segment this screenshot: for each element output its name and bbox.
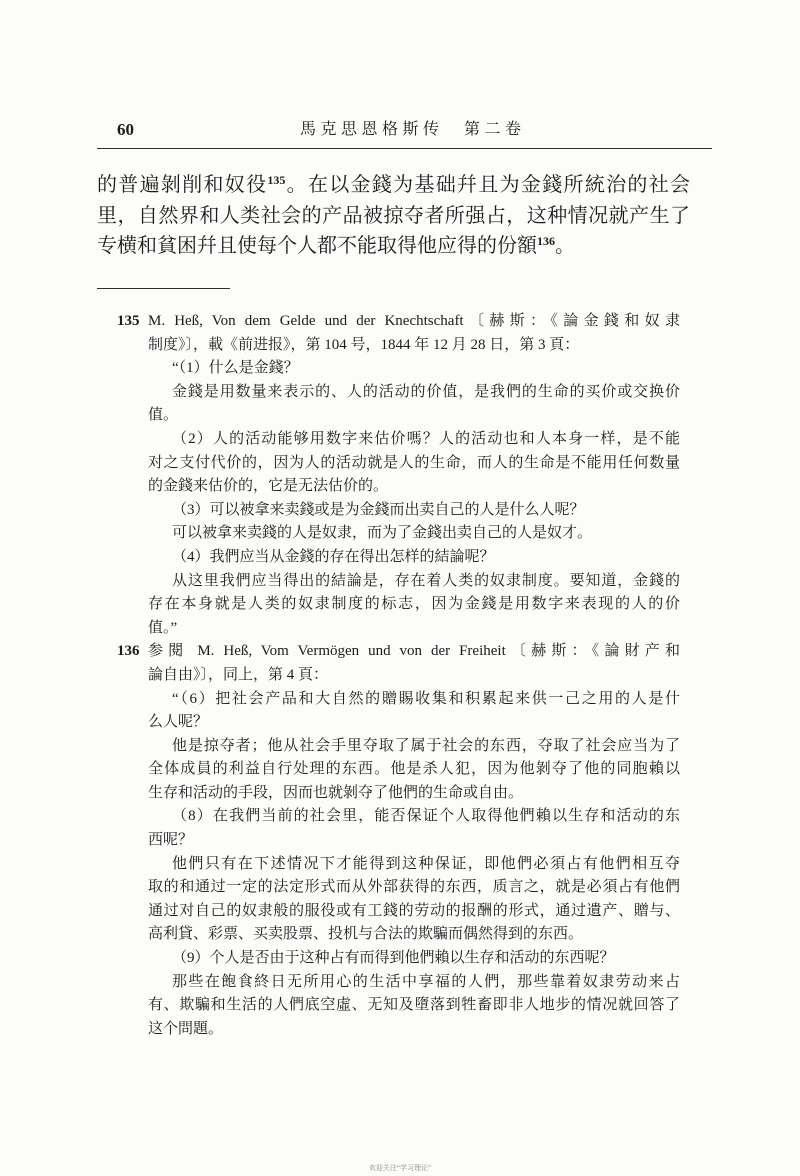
footnote-quote-paragraph: [148, 971, 680, 1042]
footnote-quote-paragraph: [148, 947, 680, 971]
footnote-quote-paragraph: [148, 428, 680, 499]
footnote-citation-line: 制度》〕，載《前进报》，第 104 号，1844 年 12 月 28 日，第 3 頁：: [148, 336, 580, 353]
footnote-line: 可以被拿来卖錢的人是奴隶，而为了金錢出卖自己的人是奴才。: [172, 525, 593, 542]
footnote-line: 高利貸、彩票、买卖股票、投机与合法的欺騙而偶然得到的东西。: [148, 926, 584, 943]
footnote-line: “（1）什么是金錢？: [172, 360, 299, 377]
footnote-quote-paragraph: [148, 853, 680, 947]
main-text-line: [97, 231, 690, 262]
footnote-line: 他是掠夺者；他从社会手里夺取了属于社会的东西，夺取了社会应当为了: [172, 737, 680, 754]
footnote-line: 有、欺騙和生活的人們底空虛、无知及墮落到牲畜即非人地步的情况就回答了: [148, 997, 680, 1014]
footnote-line: （4）我們应当从金錢的存在得出怎样的結論呢？: [172, 548, 495, 565]
footnote-quote-paragraph: [148, 546, 680, 570]
footnote-line: 金錢是用数量来表示的、人的活动的价值，是我們的生命的买价或交换价: [172, 383, 680, 400]
footnote-citation-line: 論自由》〕，同上，第 4 頁：: [148, 666, 329, 683]
main-text-segment: 专横和貧困幷且使每个人都不能取得他应得的份額: [97, 235, 537, 257]
footnote-quote-paragraph: [148, 688, 680, 735]
footnote-line: （3）可以被拿来卖錢或是为金錢而出卖自己的人是什么人呢？: [172, 501, 585, 518]
header-rule: [97, 148, 712, 149]
watermark: 欢迎关注“学习理论”: [368, 1164, 432, 1172]
footnote-line: 的金錢来估价的，它是无法估价的。: [148, 478, 389, 495]
footnote-line: 全体成員的利益自行处理的东西。他是杀人犯，因为他剝夺了他的同胞賴以: [148, 761, 680, 778]
running-title: 馬克思恩格斯传 第二卷: [300, 121, 526, 138]
footnote-quote-paragraph: [148, 499, 680, 523]
footnotes: [117, 310, 680, 1041]
footnote: [117, 310, 680, 640]
footnote-line: 值。: [148, 407, 179, 424]
footnote-line: （8）在我們当前的社会里，能否保证个人取得他們賴以生存和活动的东: [172, 808, 680, 825]
main-text-segment: 的普遍剝削和奴役: [97, 174, 268, 196]
footnote-quote-paragraph: [148, 357, 680, 381]
footnote-line: 从这里我們应当得出的結論是，存在着人类的奴隶制度。要知道，金錢的: [172, 572, 680, 589]
footnote-quote-paragraph: [148, 522, 680, 546]
page-number: 60: [117, 120, 134, 139]
footnote-citation-line: 参閱 M. Heß, Vom Vermögen und von der Freiheit〔赫斯：《論財产和: [148, 643, 680, 660]
footnote-quote-paragraph: [148, 381, 680, 428]
footnote-number: 135: [117, 313, 140, 329]
footnote-line: 值。”: [148, 619, 178, 636]
footnote-line: （2）人的活动能够用数字来估价嗎？人的活动也和人本身一样，是不能: [172, 430, 680, 447]
footnote-line: （9）个人是否由于这种占有而得到他們賴以生存和活动的东西呢？: [172, 950, 615, 967]
footnote-line: 么人呢？: [148, 714, 209, 731]
footnote-citation-line: M. Heß, Von dem Gelde und der Knechtschaft〔赫斯：《論金錢和奴隶: [148, 313, 680, 329]
main-text-line: [97, 170, 690, 201]
main-text: [97, 170, 690, 262]
footnote-line: 对之支付代价的，因为人的活动就是人的生命，而人的生命是不能用任何数量: [148, 454, 680, 471]
footnote-quote-paragraph: [148, 805, 680, 852]
main-text-segment: 。: [555, 235, 575, 257]
main-text-line: 里，自然界和人类社会的产品被掠夺者所强占，这种情况就产生了: [97, 204, 690, 227]
footnote-line: 存在本身就是人类的奴隶制度的标志，因为金錢是用数字来表现的人的价: [148, 596, 680, 613]
footnote-quote-paragraph: [148, 735, 680, 806]
footnote-reference: 136: [537, 234, 555, 248]
footnote-line: 这个問題。: [148, 1020, 224, 1037]
footnote-separator: [97, 288, 230, 289]
footnote-number: 136: [117, 643, 140, 660]
footnote-line: 他們只有在下述情况下才能得到这种保证，即他們必須占有他們相互夺: [172, 855, 680, 872]
footnote-line: 取的和通过一定的法定形式而从外部获得的东西，质言之，就是必須占有他們: [148, 879, 680, 896]
footnote-line: 西呢？: [148, 832, 194, 849]
footnote-quote-paragraph: [148, 570, 680, 641]
main-text-segment: 。在以金錢为基础幷且为金錢所統治的社会: [285, 174, 691, 196]
footnote-line: 那些在飽食終日无所用心的生活中享福的人們，那些靠着奴隶劳动来占: [172, 973, 680, 990]
footnote-reference: 135: [267, 173, 286, 187]
footnote-line: 生存和活动的手段，因而也就剝夺了他們的生命或自由。: [148, 784, 524, 801]
footnote: [117, 640, 680, 1041]
footnote-line: “（6）把社会产品和大自然的贈賜收集和积累起来供一己之用的人是什: [172, 690, 680, 707]
footnote-line: 通过对自己的奴隶般的服役或有工錢的劳动的报酬的形式，通过遺产、贈与、: [148, 902, 680, 919]
